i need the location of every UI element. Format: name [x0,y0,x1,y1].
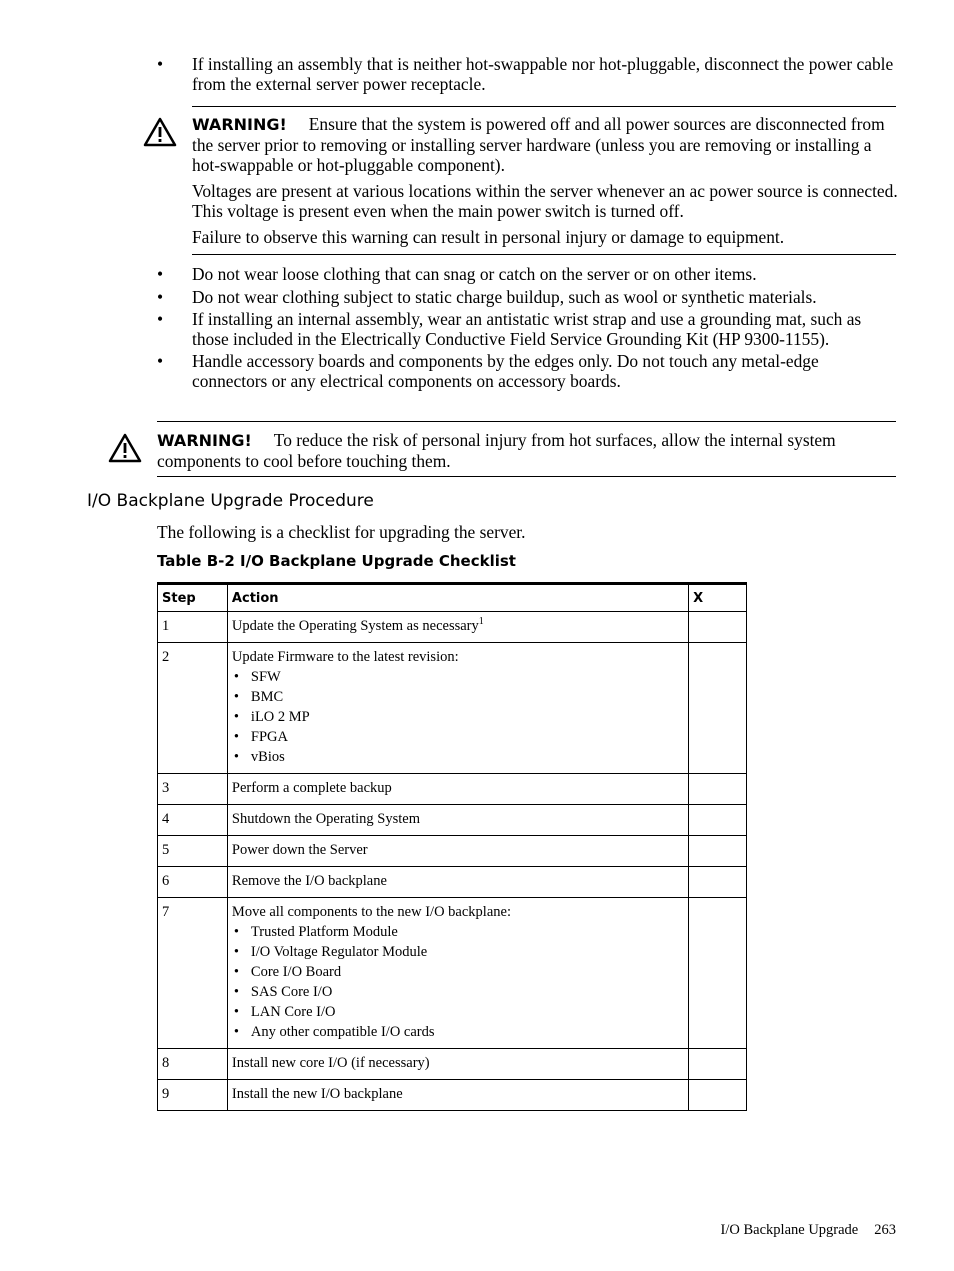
warning-label: WARNING! [157,431,252,450]
list-item: • Do not wear clothing subject to static charge buildup, such as wool or synthetic materials. [157,286,817,307]
action-cell: Perform a complete backup [227,774,688,805]
list-item: • Do not wear loose clothing that can snag or catch on the server or on other items. [157,264,757,284]
table-row [158,805,747,836]
table-row [158,836,747,867]
column-header-action: Action [227,584,688,612]
warning-text: Ensure that the system is powered off and all power sources are disconnected from the server prior to removing or installing server hardware (unless you are removing or installing a hot-swappable or hot-pluggable component). [192,114,885,175]
check-cell[interactable] [689,612,747,643]
table-row [158,774,747,805]
column-header-check: X [689,584,747,612]
warning-paragraph: Voltages are present at various locations within the server whenever an ac power source is connected. This voltage is present even when the main power switch is turned off. [192,181,898,221]
divider [157,476,896,477]
list-item: • LAN Core I/O [233,1004,336,1020]
table-row [158,1080,747,1111]
check-cell[interactable] [689,805,747,836]
divider [192,106,896,107]
list-item: • Core I/O Board [233,964,342,980]
action-cell: Install the new I/O backplane [227,1080,688,1111]
check-cell[interactable] [689,1080,747,1111]
top-bullet-list [157,55,897,97]
action-cell: Update the Operating System as necessary$^1$ [227,612,688,643]
column-header-step: Step [158,584,228,612]
list-item: • iLO 2 MP [233,709,310,725]
checklist-table [157,582,747,1111]
list-item: • SAS Core I/O [233,984,333,1000]
step-cell: 3 [158,774,228,805]
check-cell[interactable] [689,867,747,898]
action-cell: Install new core I/O (if necessary) [227,1049,688,1080]
page-footer [721,1222,896,1239]
check-cell[interactable] [689,1049,747,1080]
list-item: • Handle accessory boards and components by the edges only. Do not touch any metal-edge connectors or any electrical components on accessory boards. [157,351,819,391]
step-cell: 2 [158,643,228,774]
step-cell: 6 [158,867,228,898]
table-row [158,898,747,1049]
firmware-list [232,667,684,767]
step-cell: 5 [158,836,228,867]
list-item: • SFW [233,669,281,685]
step-cell: 1 [158,612,228,643]
table-row [158,643,747,774]
warning-triangle-icon [108,433,142,463]
page-number: 263 [874,1222,896,1238]
check-cell[interactable] [689,774,747,805]
action-cell: Update Firmware to the latest revision: • SFW • BMC • iLO 2 MP • FPGA • vBios [227,643,688,774]
action-cell: Power down the Server [227,836,688,867]
section-title: I/O Backplane Upgrade Procedure [87,491,374,511]
table-row [158,1049,747,1080]
list-item: • BMC [233,689,284,705]
list-item: • Any other compatible I/O cards [233,1024,435,1040]
action-cell: Remove the I/O backplane [227,867,688,898]
warning-paragraph: Failure to observe this warning can result in personal injury or damage to equipment. [192,227,785,247]
components-list [232,922,684,1042]
list-item: • FPGA [233,729,288,745]
check-cell[interactable] [689,836,747,867]
step-cell: 7 [158,898,228,1049]
step-cell: 9 [158,1080,228,1111]
check-cell[interactable] [689,898,747,1049]
warning-box-hot-surfaces [157,430,898,477]
table-header-row [158,584,747,612]
table-row [158,867,747,898]
warning-box-power [192,114,898,253]
warning-label: WARNING! [192,115,287,134]
list-item: • If installing an internal assembly, wear an antistatic wrist strap and use a grounding mat, such as those included in the Electrically Conductive Field Service Grounding Kit (HP 9300-1155). [157,309,862,349]
precaution-bullet-list [157,265,897,394]
check-cell[interactable] [689,643,747,774]
intro-text: The following is a checklist for upgrading the server. [157,522,526,542]
table-caption: Table B-2 I/O Backplane Upgrade Checklist [157,552,516,570]
action-cell: Shutdown the Operating System [227,805,688,836]
step-cell: 4 [158,805,228,836]
footer-section-title: I/O Backplane Upgrade [720,1222,859,1238]
list-item: • Trusted Platform Module [233,924,398,940]
divider [157,421,896,422]
warning-text: To reduce the risk of personal injury from hot surfaces, allow the internal system components to cool before touching them. [157,430,836,471]
table-row [158,612,747,643]
action-cell: Move all components to the new I/O backplane: • Trusted Platform Module • I/O Voltage Regulator Module • Core I/O Board • SAS Core I/O • LAN Core I/O • Any other compatible I/O cards [227,898,688,1049]
list-item: • If installing an assembly that is neither hot-swappable nor hot-pluggable, disconnect the power cable from the external server power receptacle. [157,54,894,94]
warning-triangle-icon [143,117,177,147]
step-cell: 8 [158,1049,228,1080]
divider [192,254,896,255]
footnote-marker: 1 [478,616,484,628]
list-item: • vBios [233,749,285,765]
list-item: • I/O Voltage Regulator Module [233,944,428,960]
